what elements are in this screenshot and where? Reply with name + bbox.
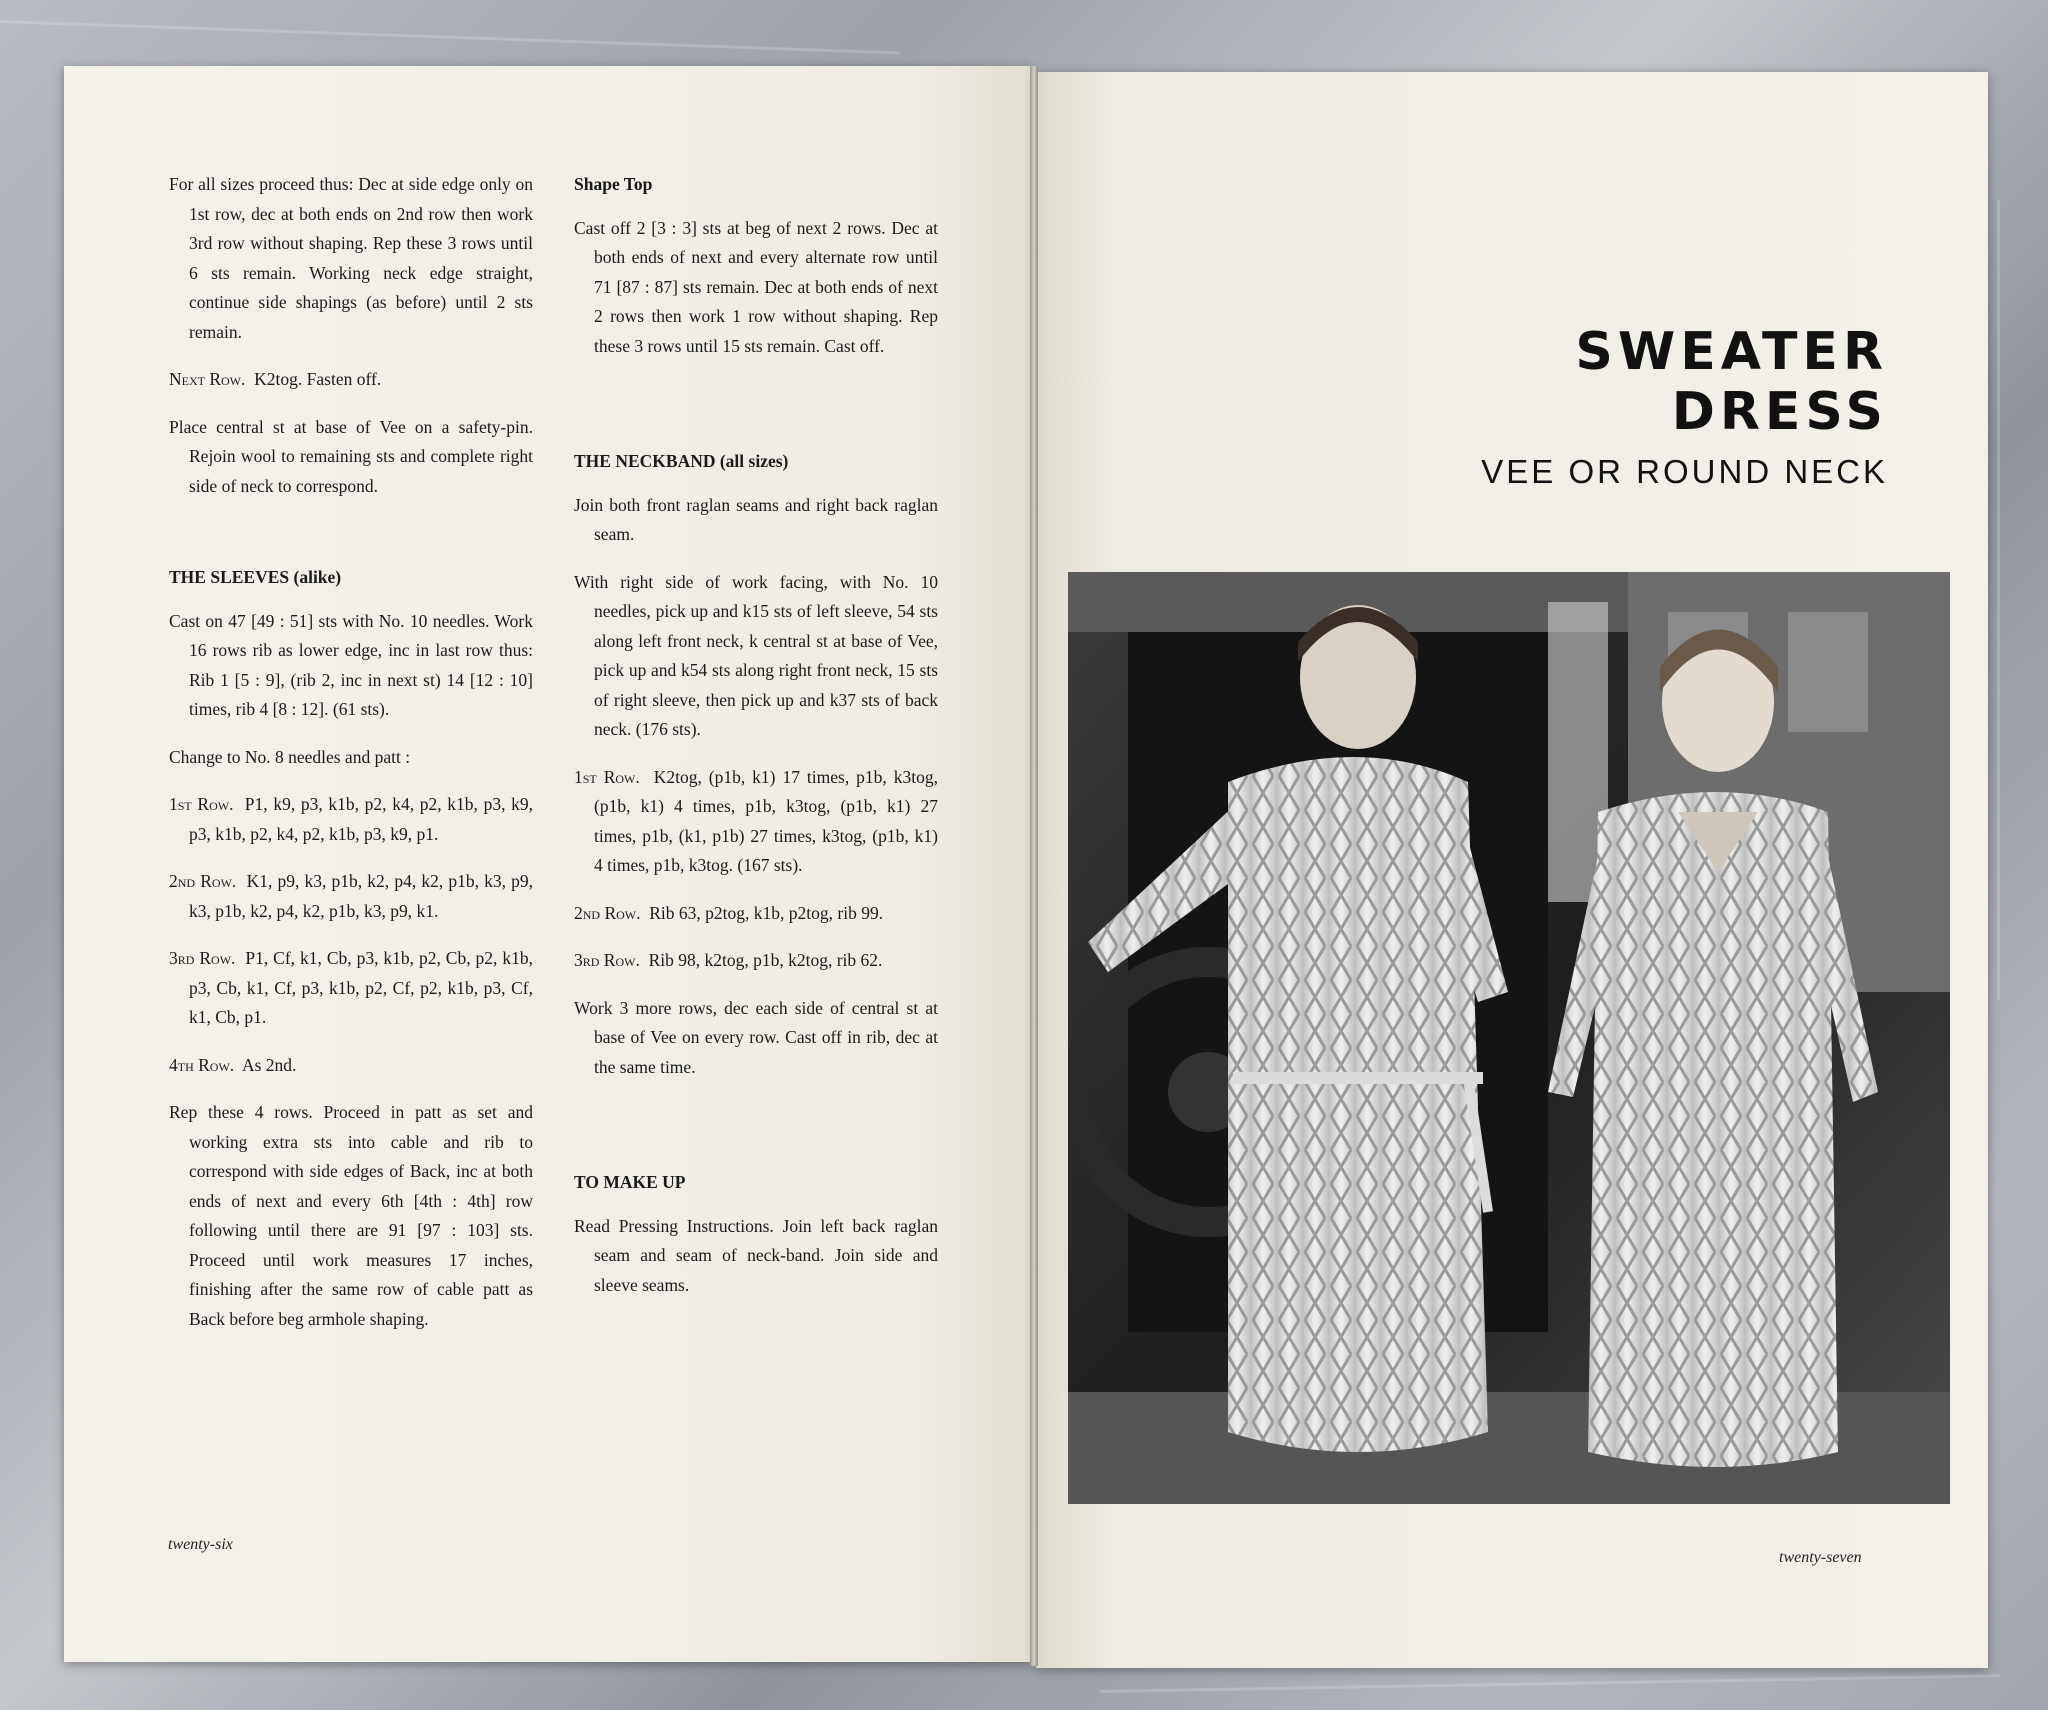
row-text: As 2nd. bbox=[241, 1054, 297, 1075]
row-text: K2tog. Fasten off. bbox=[254, 369, 382, 389]
sleeves-paragraph: Cast on 47 [49 : 51] sts with No. 10 needles. Work 16 rows rib as lower edge, inc in last row thus: Rib 1 [5 : 9], (rib 2, inc in next st) 14 [12 : 10] times, rib 4 [8 : 12]. (61 sts). bbox=[169, 610, 533, 719]
row-paragraph bbox=[169, 944, 533, 1033]
row-paragraph bbox=[169, 790, 533, 849]
photograph bbox=[1068, 572, 1950, 1504]
right-folio: twenty-seven bbox=[1779, 1549, 1862, 1566]
title-block bbox=[1481, 322, 1888, 492]
subtitle: VEE OR ROUND NECK bbox=[1481, 453, 1888, 490]
row-text: P1, Cf, k1, Cb, p3, k1b, p2, Cb, p2, k1b, p3, Cb, k1, Cf, p3, k1b, p2, Cf, p2, k1b, p3, Cf, k1, Cb, p1. bbox=[189, 948, 534, 1027]
row-label: 3rd Row. bbox=[169, 948, 236, 968]
closing-paragraph: Rep these 4 rows. Proceed in patt as set and working extra sts into cable and rib to correspond with side edges of Back, inc at both ends of next and every 6th [4th : 4th] row following until there are 91 [97 : 103] sts. Proceed until work measures 17 inches, finishing after the same row of cable patt as Back before beg armhole shaping. bbox=[169, 1102, 533, 1329]
row-text: K2tog, (p1b, k1) 17 times, p1b, k3tog, (p1b, k1) 4 times, p1b, k3tog, (p1b, k1) 27 times, p1b, (k1, p1b) 27 times, k3tog, (p1b, k1) 4 times, p1b, k3tog. (167 sts). bbox=[594, 766, 939, 875]
row-paragraph bbox=[574, 899, 938, 929]
next-row-paragraph bbox=[169, 365, 533, 395]
spine bbox=[1030, 66, 1038, 1666]
sleeves-paragraph: Change to No. 8 needles and patt : bbox=[169, 746, 411, 767]
row-paragraph bbox=[574, 763, 938, 881]
left-column bbox=[169, 170, 533, 1352]
row-label: 2nd Row. bbox=[169, 871, 237, 891]
row-text: Rib 98, k2tog, p1b, k2tog, rib 62. bbox=[648, 950, 883, 970]
row-label: 2nd Row. bbox=[574, 902, 641, 923]
row-text: K1, p9, k3, p1b, k2, p4, k2, p1b, k3, p9, k3, p1b, k2, p4, k2, p1b, k3, p9, k1. bbox=[189, 871, 534, 921]
neckband-heading: THE NECKBAND (all sizes) bbox=[574, 451, 789, 471]
shape-top-paragraph: Cast off 2 [3 : 3] sts at beg of next 2 rows. Dec at both ends of next and every alternate row until 71 [87 : 87] sts remain. Dec at both ends of next 2 rows then work 1 row without shaping. Rep these 3 rows until 15 sts remain. Cast off. bbox=[574, 217, 938, 356]
place-paragraph: Place central st at base of Vee on a safety-pin. Rejoin wool to remaining sts and complete right side of neck to correspond. bbox=[169, 416, 533, 496]
make-up-paragraph: Read Pressing Instructions. Join left back raglan seam and seam of neck-band. Join side and sleeve seams. bbox=[574, 1215, 938, 1295]
row-label: 1st Row. bbox=[169, 794, 234, 814]
shape-top-heading: Shape Top bbox=[574, 174, 653, 194]
row-text: P1, k9, p3, k1b, p2, k4, p2, k1b, p3, k9, p3, k1b, p2, k4, p2, k1b, p3, k9, p1. bbox=[189, 794, 534, 844]
row-paragraph bbox=[169, 867, 533, 926]
row-label: 3rd Row. bbox=[574, 950, 640, 970]
title-line-2: DRESS bbox=[1671, 382, 1888, 442]
sleeves-heading: THE SLEEVES (alike) bbox=[169, 567, 342, 587]
row-paragraph bbox=[574, 946, 938, 976]
row-label: 4th Row. bbox=[169, 1054, 235, 1075]
intro-paragraph: For all sizes proceed thus: Dec at side edge only on 1st row, dec at both ends on 2nd row then work 3rd row without shaping. Rep these 3 rows until 6 sts remain. Working neck edge straight, continue side shapings (as before) until 2 sts remain. bbox=[169, 174, 533, 342]
neckband-paragraph: With right side of work facing, with No. 10 needles, pick up and k15 sts of left sleeve, 54 sts along left front neck, k central st at base of Vee, pick up and k54 sts along right front neck, 15 sts of right sleeve, then pick up and k37 sts of back neck. (176 sts). bbox=[574, 571, 938, 739]
right-column bbox=[574, 170, 938, 1318]
make-up-heading: TO MAKE UP bbox=[574, 1172, 686, 1192]
row-label: 1st Row. bbox=[574, 766, 640, 787]
work-paragraph: Work 3 more rows, dec each side of central st at base of Vee on every row. Cast off in rib, dec at the same time. bbox=[574, 997, 938, 1077]
neckband-paragraph: Join both front raglan seams and right back raglan seam. bbox=[574, 494, 938, 544]
row-label: Next Row. bbox=[169, 369, 246, 389]
row-paragraph bbox=[169, 1051, 533, 1081]
row-text: Rib 63, p2tog, k1b, p2tog, rib 99. bbox=[649, 902, 884, 923]
title-line-1: SWEATER bbox=[1575, 322, 1888, 382]
left-folio: twenty-six bbox=[168, 1536, 233, 1553]
